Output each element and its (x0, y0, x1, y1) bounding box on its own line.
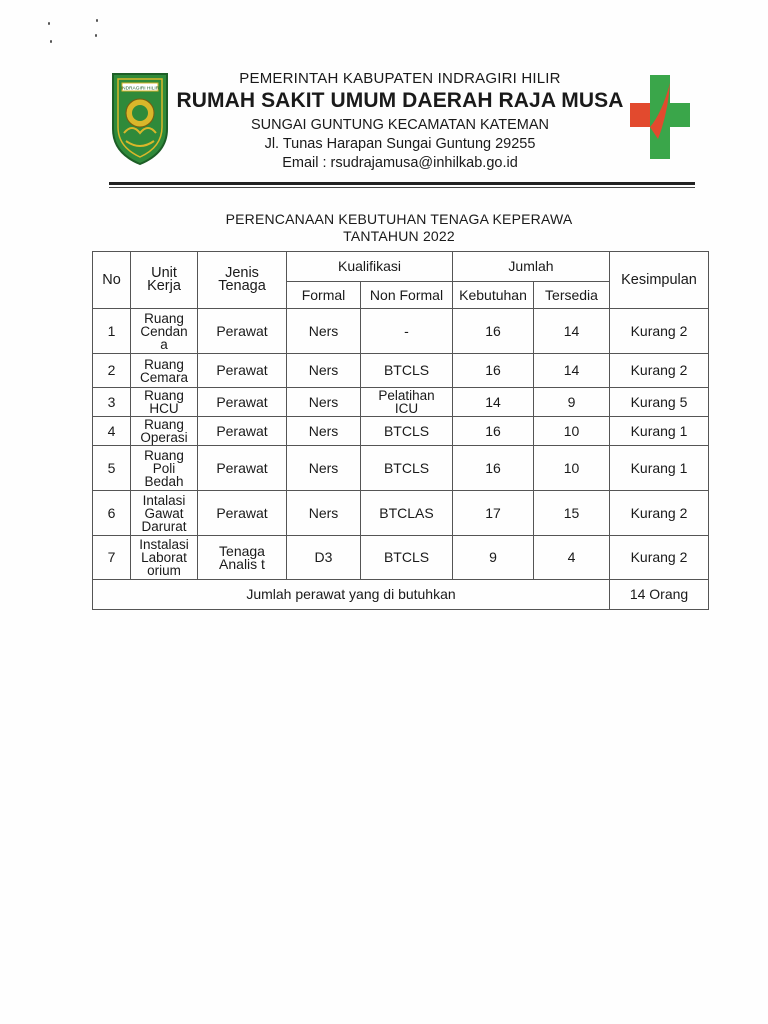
cell-jenis: Perawat (198, 417, 287, 446)
letterhead-rule-thin (109, 187, 695, 188)
cell-kesimpulan: Kurang 1 (610, 417, 709, 446)
cell-non-formal: Pelatihan ICU (361, 388, 453, 417)
cell-kesimpulan: Kurang 2 (610, 536, 709, 580)
cell-tersedia: 14 (534, 354, 610, 388)
hospital-name: RUMAH SAKIT UMUM DAERAH RAJA MUSA (176, 89, 624, 112)
header-jenis: Jenis Tenaga (198, 252, 287, 309)
cell-unit: Ruang Cemara (131, 354, 198, 388)
header-no: No (93, 252, 131, 309)
staffing-needs-table (92, 251, 709, 610)
cell-formal: Ners (287, 388, 361, 417)
total-value: 14 Orang (610, 580, 709, 610)
header-unit: Unit Kerja (131, 252, 198, 309)
cell-tersedia: 15 (534, 491, 610, 536)
cell-unit: Ruang Operasi (131, 417, 198, 446)
cell-tersedia: 9 (534, 388, 610, 417)
cell-kesimpulan: Kurang 1 (610, 446, 709, 491)
cell-kebutuhan: 17 (453, 491, 534, 536)
cell-jenis: Perawat (198, 491, 287, 536)
cell-tersedia: 10 (534, 417, 610, 446)
document-title-year: TANTAHUN 2022 (343, 228, 455, 244)
cell-non-formal: BTCLS (361, 354, 453, 388)
district-line: SUNGAI GUNTUNG KECAMATAN KATEMAN (250, 117, 550, 133)
table-total-row (93, 580, 709, 610)
cell-unit: Instalasi Laborat orium (131, 536, 198, 580)
cell-unit: Ruang HCU (131, 388, 198, 417)
table-row (93, 417, 709, 446)
cell-kesimpulan: Kurang 2 (610, 354, 709, 388)
cell-unit: Ruang Cendan a (131, 309, 198, 354)
cell-jenis: Perawat (198, 388, 287, 417)
cell-non-formal: - (361, 309, 453, 354)
cell-jenis: Perawat (198, 446, 287, 491)
letterhead-rule-thick (109, 182, 695, 185)
cell-tersedia: 14 (534, 309, 610, 354)
cell-kesimpulan: Kurang 5 (610, 388, 709, 417)
address-line: Jl. Tunas Harapan Sungai Guntung 29255 (264, 136, 536, 152)
cell-formal: Ners (287, 491, 361, 536)
cell-formal: Ners (287, 417, 361, 446)
cell-kesimpulan: Kurang 2 (610, 309, 709, 354)
header-kesimpulan: Kesimpulan (610, 252, 709, 309)
cell-no: 4 (93, 417, 131, 446)
table-row (93, 388, 709, 417)
cell-kebutuhan: 16 (453, 446, 534, 491)
table-row (93, 491, 709, 536)
cell-no: 5 (93, 446, 131, 491)
cell-jenis: Perawat (198, 354, 287, 388)
hospital-cross-logo (628, 73, 692, 161)
cell-kebutuhan: 9 (453, 536, 534, 580)
header-jumlah: Jumlah (453, 252, 610, 282)
table-row (93, 309, 709, 354)
table-row (93, 446, 709, 491)
table-row (93, 536, 709, 580)
cell-unit: Intalasi Gawat Darurat (131, 491, 198, 536)
svg-text:INDRAGIRI HILIR: INDRAGIRI HILIR (120, 86, 160, 92)
header-formal: Formal (287, 282, 361, 309)
header-non-formal: Non Formal (361, 282, 453, 309)
cell-no: 1 (93, 309, 131, 354)
cell-no: 2 (93, 354, 131, 388)
cell-non-formal: BTCLS (361, 417, 453, 446)
document-title: PERENCANAAN KEBUTUHAN TENAGA KEPERAWA (225, 211, 573, 227)
government-name: PEMERINTAH KABUPATEN INDRAGIRI HILIR (239, 70, 561, 87)
email-line: Email : rsudrajamusa@inhilkab.go.id (282, 155, 518, 171)
cell-formal: Ners (287, 309, 361, 354)
total-label: Jumlah perawat yang di butuhkan (93, 580, 610, 610)
header-kualifikasi: Kualifikasi (287, 252, 453, 282)
cell-tersedia: 4 (534, 536, 610, 580)
cell-non-formal: BTCLAS (361, 491, 453, 536)
cell-kebutuhan: 16 (453, 309, 534, 354)
cell-kebutuhan: 14 (453, 388, 534, 417)
table-row (93, 354, 709, 388)
cell-formal: D3 (287, 536, 361, 580)
header-kebutuhan: Kebutuhan (453, 282, 534, 309)
cell-formal: Ners (287, 354, 361, 388)
table-header-row (93, 252, 709, 282)
cell-unit: Ruang Poli Bedah (131, 446, 198, 491)
cell-no: 6 (93, 491, 131, 536)
cell-jenis: Tenaga Analis t (198, 536, 287, 580)
cell-no: 7 (93, 536, 131, 580)
header-tersedia: Tersedia (534, 282, 610, 309)
cell-non-formal: BTCLS (361, 536, 453, 580)
cell-non-formal: BTCLS (361, 446, 453, 491)
cell-kebutuhan: 16 (453, 417, 534, 446)
cell-tersedia: 10 (534, 446, 610, 491)
cell-jenis: Perawat (198, 309, 287, 354)
regency-crest-logo (110, 71, 170, 167)
cell-no: 3 (93, 388, 131, 417)
cell-formal: Ners (287, 446, 361, 491)
cell-kebutuhan: 16 (453, 354, 534, 388)
cell-kesimpulan: Kurang 2 (610, 491, 709, 536)
